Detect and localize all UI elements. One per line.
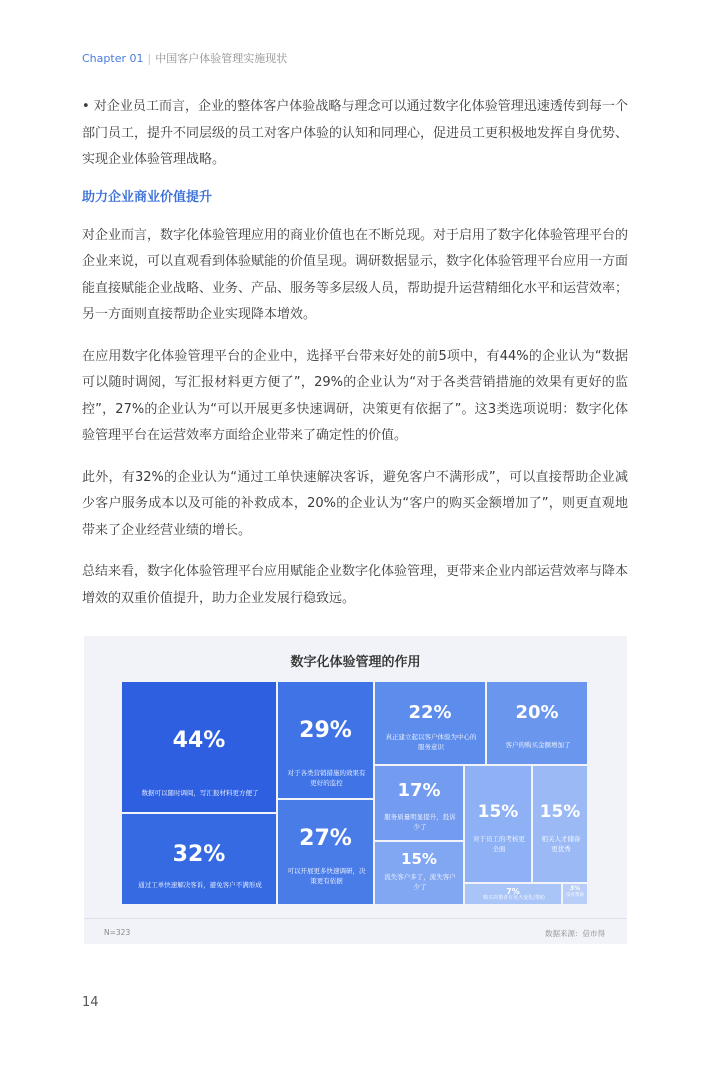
section-subheading: 助力企业商业价值提升 <box>82 189 213 205</box>
chapter-label: Chapter 01 <box>82 52 144 65</box>
treemap-tile <box>465 766 531 882</box>
treemap-tile <box>487 682 587 764</box>
header-separator: | <box>147 52 152 65</box>
treemap-tile <box>122 682 276 812</box>
tile-description: 对于各类营销措施的效果有更好的监控 <box>287 769 366 787</box>
tile-description: 流失客户多了，流失客户少了 <box>384 873 456 891</box>
tile-description: 购买决策者有更大变化/帮助 <box>483 895 545 901</box>
tile-percentage: 20% <box>515 702 559 723</box>
tile-percentage: 44% <box>172 728 226 753</box>
tile-percentage: 29% <box>299 718 352 743</box>
tile-description: 真正建立起以客户体验为中心的服务意识 <box>385 733 477 751</box>
tile-percentage: 27% <box>299 826 352 851</box>
tile-percentage: 3% <box>569 885 581 892</box>
treemap-tile <box>375 842 463 904</box>
treemap-chart <box>84 636 627 944</box>
treemap-tile <box>465 884 561 904</box>
chart-footer-divider <box>84 918 627 919</box>
paragraph-cost-savings: 此外，有32%的企业认为“通过工单快速解决客诉，避免客户不满形成”，可以直接帮助企业减少客户服务成本以及可能的补救成本，20%的企业认为“客户的购买金额增加了”，则更直观地带来了企业经营业绩的增长。 <box>82 469 628 538</box>
data-source-note: 数据来源：倍市得 <box>545 929 605 938</box>
tile-percentage: 22% <box>408 702 452 723</box>
tile-percentage: 15% <box>401 850 437 868</box>
tile-description: 对于员工的考核更全面 <box>473 835 525 853</box>
treemap-tile <box>563 884 587 904</box>
chart-title: 数字化体验管理的作用 <box>290 655 421 670</box>
treemap-tile <box>533 766 587 882</box>
tile-percentage: 15% <box>539 802 581 822</box>
treemap-tile <box>375 682 485 764</box>
paragraph-summary: 总结来看，数字化体验管理平台应用赋能企业数字化体验管理，更带来企业内部运营效率与降本增效的双重价值提升，助力企业发展行稳致远。 <box>82 564 629 606</box>
treemap-tile <box>278 682 373 798</box>
chapter-title: 中国客户体验管理实施现状 <box>155 52 288 65</box>
paragraph-employees: • 对企业员工而言，企业的整体客户体验战略与理念可以通过数字化体验管理迅速透传到每一个部门员工，提升不同层级的员工对客户体验的认知和同理心，促进员工更积极地发挥自身优势、实现企业体验管理战略。 <box>82 99 629 167</box>
treemap-tile <box>278 800 373 904</box>
tile-description: 没有帮助 <box>566 893 584 898</box>
tile-description: 可以开展更多快速调研，决策更有依据 <box>287 867 366 885</box>
treemap-tile <box>375 766 463 840</box>
tile-percentage: 17% <box>397 780 441 801</box>
main-content <box>82 94 628 627</box>
tile-description: 相关人才储备更优秀 <box>541 835 581 853</box>
tile-percentage: 32% <box>172 842 226 867</box>
page-number: 14 <box>82 995 99 1010</box>
tile-description: 客户的购买金额增加了 <box>505 741 571 749</box>
running-header <box>82 50 287 66</box>
tile-percentage: 15% <box>477 802 519 822</box>
paragraph-business-value: 对企业而言，数字化体验管理应用的商业价值也在不断兑现。对于启用了数字化体验管理平台的企业来说，可以直观看到体验赋能的价值呈现。调研数据显示，数字化体验管理平台应用一方面能直接赋能企业战略、业务、产品、服务等多层级人员，帮助提升运营精细化水平和运营效率；另一方面则直接帮助企业实现降本增效。 <box>82 227 629 322</box>
tile-description: 服务质量明显提升，投诉少了 <box>384 813 456 831</box>
sample-size-note: N=323 <box>104 928 131 937</box>
tile-percentage: 7% <box>506 887 520 896</box>
treemap-tile <box>122 814 276 904</box>
tile-description: 数据可以随时调阅，写汇报材料更方便了 <box>141 789 259 797</box>
tile-description: 通过工单快速解决客诉，避免客户不满形成 <box>138 881 262 889</box>
paragraph-top-benefits: 在应用数字化体验管理平台的企业中，选择平台带来好处的前5项中，有44%的企业认为“数据可以随时调阅，写汇报材料更方便了”，29%的企业认为“对于各类营销措施的效果有更好的监控”，27%的企业认为“可以开展更多快速调研，决策更有依据了”。这3类选项说明：数字化体验管理平台在运营效率方面给企业带来了确定性的价值。 <box>82 348 628 443</box>
